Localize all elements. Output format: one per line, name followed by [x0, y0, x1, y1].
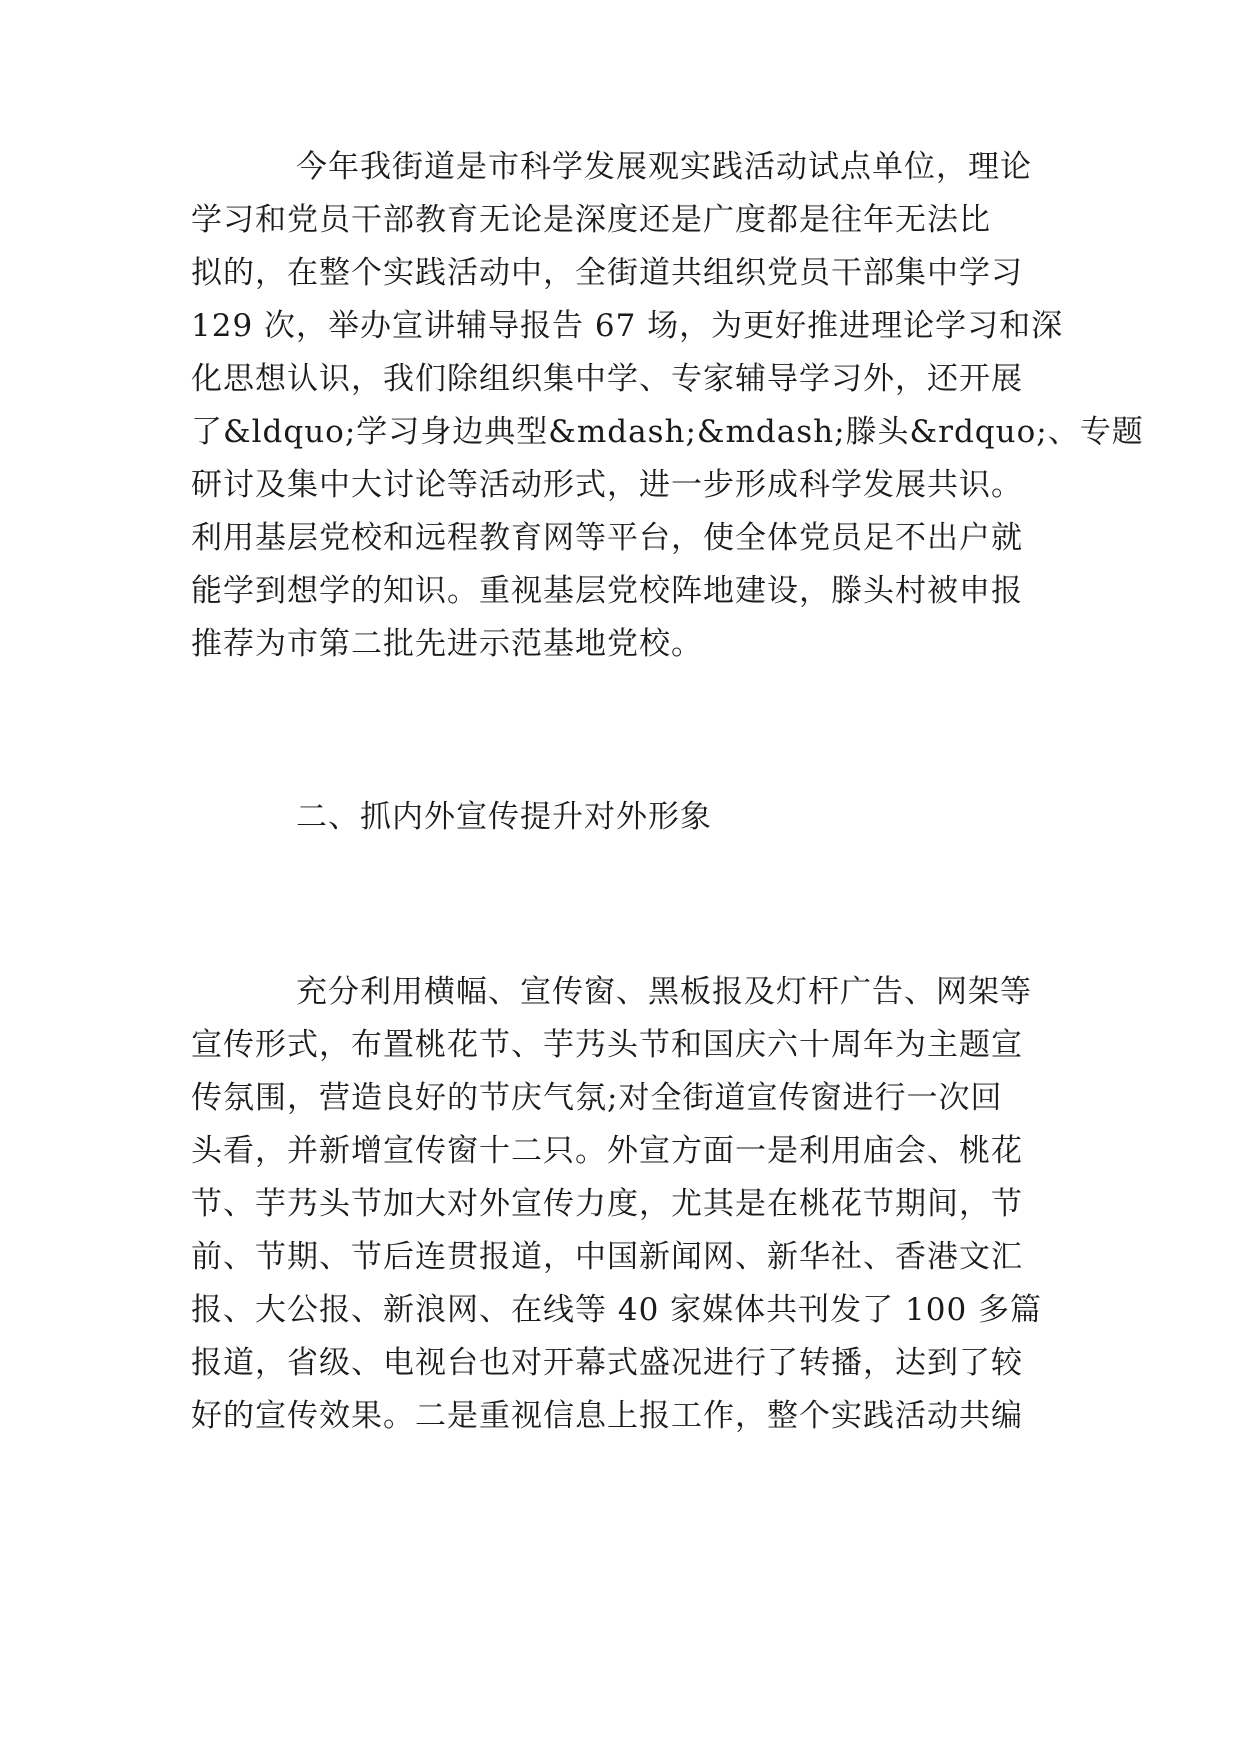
paragraph-2-line-5: 节、芋艿头节加大对外宣传力度，尤其是在桃花节期间，节: [191, 1186, 1023, 1222]
paragraph-1-line-9: 能学到想学的知识。重视基层党校阵地建设，滕头村被申报: [191, 573, 1023, 609]
paragraph-2-line-7: 报、大公报、新浪网、在线等 40 家媒体共刊发了 100 多篇: [191, 1292, 1043, 1328]
paragraph-2-line-1: 充分利用横幅、宣传窗、黑板报及灯杆广告、网架等: [296, 974, 1032, 1010]
paragraph-2-line-4: 头看，并新增宣传窗十二只。外宣方面一是利用庙会、桃花: [191, 1133, 1023, 1169]
paragraph-1-line-6: 了&ldquo;学习身边典型&mdash;&mdash;滕头&rdquo;、专题: [191, 414, 1144, 450]
paragraph-2-line-2: 宣传形式，布置桃花节、芋艿头节和国庆六十周年为主题宣: [191, 1027, 1023, 1063]
paragraph-2-line-9: 好的宣传效果。二是重视信息上报工作，整个实践活动共编: [191, 1398, 1023, 1434]
paragraph-1-line-8: 利用基层党校和远程教育网等平台，使全体党员足不出户就: [191, 520, 1023, 556]
paragraph-1-line-1: 今年我街道是市科学发展观实践活动试点单位，理论: [296, 149, 1032, 185]
paragraph-1-line-5: 化思想认识，我们除组织集中学、专家辅导学习外，还开展: [191, 361, 1023, 397]
paragraph-1-line-4: 129 次，举办宣讲辅导报告 67 场，为更好推进理论学习和深: [191, 308, 1064, 344]
paragraph-1-line-2: 学习和党员干部教育无论是深度还是广度都是往年无法比: [191, 202, 991, 238]
paragraph-1-line-3: 拟的，在整个实践活动中，全街道共组织党员干部集中学习: [191, 255, 1023, 291]
paragraph-1-line-10: 推荐为市第二批先进示范基地党校。: [191, 626, 703, 662]
paragraph-2-line-8: 报道，省级、电视台也对开幕式盛况进行了转播，达到了较: [191, 1345, 1023, 1381]
section-heading: 二、抓内外宣传提升对外形象: [296, 799, 712, 835]
paragraph-2-line-3: 传氛围，营造良好的节庆气氛;对全街道宣传窗进行一次回: [191, 1080, 1003, 1116]
paragraph-1-line-7: 研讨及集中大讨论等活动形式，进一步形成科学发展共识。: [191, 467, 1023, 503]
paragraph-2-line-6: 前、节期、节后连贯报道，中国新闻网、新华社、香港文汇: [191, 1239, 1023, 1275]
